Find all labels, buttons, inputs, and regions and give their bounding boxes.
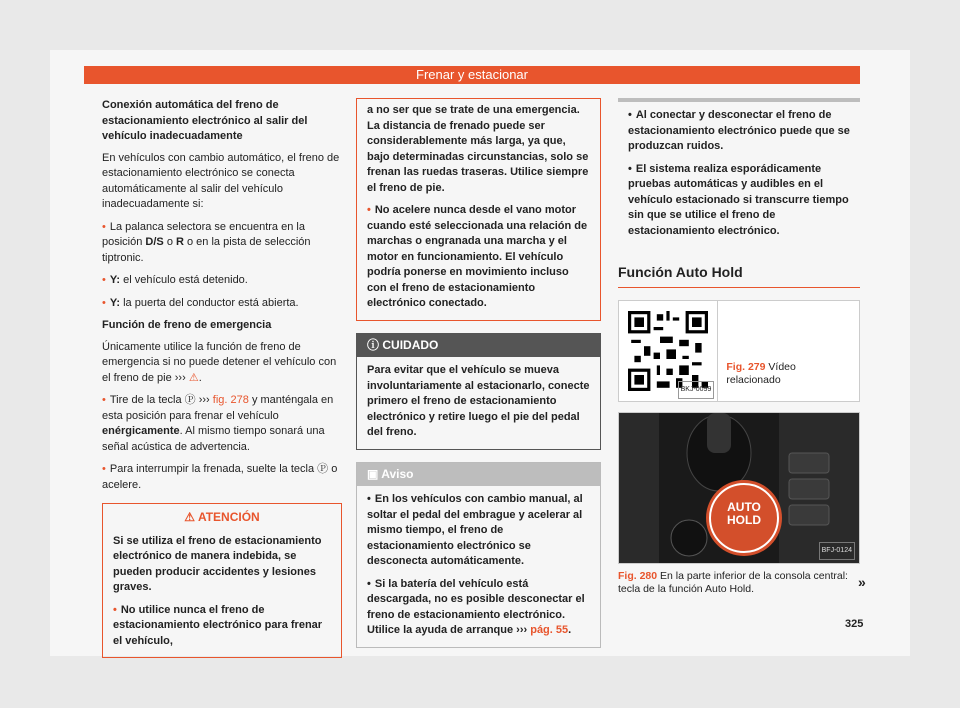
- figure-280-caption: Fig. 280 En la parte inferior de la consola central: tecla de la función Auto Hold.: [618, 569, 848, 595]
- heading-auto-connect: Conexión automática del freno de estacionamiento electrónico al salir del vehículo inadecuadamente: [102, 99, 308, 142]
- list-item: • Tire de la tecla Ⓟ ››› fig. 278 y manténgala en esta posición para frenar el vehículo enérgicamente. Al mismo tiempo sonará una señal acústica de advertencia.: [102, 394, 334, 453]
- auto-hold-photo: [618, 412, 860, 564]
- page-number: 325: [845, 618, 864, 630]
- section-heading-auto-hold: Función Auto Hold: [618, 265, 860, 288]
- caution-box: [356, 333, 601, 450]
- caution-body: Para evitar que el vehículo se mueva involuntariamente al estacionarlo, conecte primero el freno de estacionamiento electrónico y retire luego el pie del pedal del freno.: [367, 364, 590, 438]
- figure-279-caption: Fig. 279 Vídeo relacionado: [726, 360, 796, 386]
- list-item: • Y: la puerta del conductor está abierta.: [102, 296, 299, 309]
- warning-box-continued: a no ser que se trate de una emergencia. La distancia de frenado puede ser considerablemente más larga, ya que, bajo determinadas circunstancias, solo se frenan las ruedas traseras. Utilice siempre el freno de pie. • No acelere nunca desde el vano motor cuando esté seleccionada una relación de marchas o engranada una marcha y el motor en funcionamiento. El vehículo podría ponerse en movimiento incluso con el freno de estacionamiento electrónico conectado.: [356, 98, 601, 321]
- paragraph: Únicamente utilice la función de freno de emergencia si no puede detener el vehículo con el freno de pie ››› ⚠.: [102, 340, 337, 384]
- column-3: [618, 98, 860, 596]
- warning-body: Si se utiliza el freno de estacionamiento electrónico de manera indebida, se pueden producir accidentes y lesiones graves. • No utilice nunca el freno de estacionamiento electrónico para frenar el vehículo,: [113, 534, 323, 647]
- warning-box: [102, 503, 342, 658]
- list-item: • Para interrumpir la frenada, suelte la tecla Ⓟ o acelere.: [102, 463, 338, 491]
- qr-code-icon: [628, 311, 708, 391]
- photo-code-label: BFJ-0124: [819, 542, 855, 560]
- list-item: • Y: el vehículo está detenido.: [102, 274, 248, 286]
- column-2: [356, 98, 601, 648]
- note-body: • En los vehículos con cambio manual, al soltar el pedal del embrague y acelerar al mismo tiempo, el freno de estacionamiento electrónico se desconecta automáticamente. • Si la batería del vehículo está descargada, no es posible desconectar el freno de estacionamiento electrónico. Utilice la ayuda de arranque ››› pág. 55.: [367, 493, 585, 636]
- warning-icon: ⚠: [188, 371, 199, 384]
- column-1: [102, 98, 342, 658]
- parking-brake-icon: Ⓟ: [317, 463, 329, 475]
- paragraph: En vehículos con cambio automático, el freno de estacionamiento electrónico se conecta automáticamente al salir del vehículo inadecuadamente si:: [102, 151, 340, 210]
- qr-code-label: BKJ-0099: [678, 381, 715, 399]
- continue-arrow: »: [858, 574, 866, 590]
- console-photo-illustration: [619, 413, 859, 563]
- parking-brake-icon: Ⓟ: [184, 394, 196, 406]
- list-item: • La palanca selectora se encuentra en la posición D/S o R o en la pista de selección tiptronic.: [102, 220, 311, 264]
- page-55-link[interactable]: pág. 55: [530, 624, 569, 636]
- figure-279: [618, 300, 860, 402]
- note-box-continued: • Al conectar y desconectar el freno de estacionamiento electrónico puede que se produzcan ruidos. • El sistema realiza esporádicamente pruebas automáticas y audibles en el vehículo estacionado si transcurre tiempo sin que se utilice el freno de estacionamiento electrónico.: [618, 98, 860, 247]
- note-icon: ▣: [367, 466, 379, 481]
- note-title: ▣ Aviso: [357, 463, 600, 487]
- auto-hold-button-label: AUTO HOLD: [727, 499, 761, 527]
- page-header: Frenar y estacionar: [84, 66, 860, 84]
- note-box: [356, 462, 601, 648]
- info-circle-icon: ⓘ: [367, 337, 380, 352]
- heading-emergency-brake: Función de freno de emergencia: [102, 319, 272, 331]
- fig-278-link[interactable]: fig. 278: [212, 394, 249, 406]
- qr-code[interactable]: [619, 301, 718, 401]
- warning-icon: ⚠: [184, 510, 196, 524]
- warning-title: ⚠ ATENCIÓN: [184, 510, 260, 524]
- caution-title: ⓘ CUIDADO: [357, 334, 600, 358]
